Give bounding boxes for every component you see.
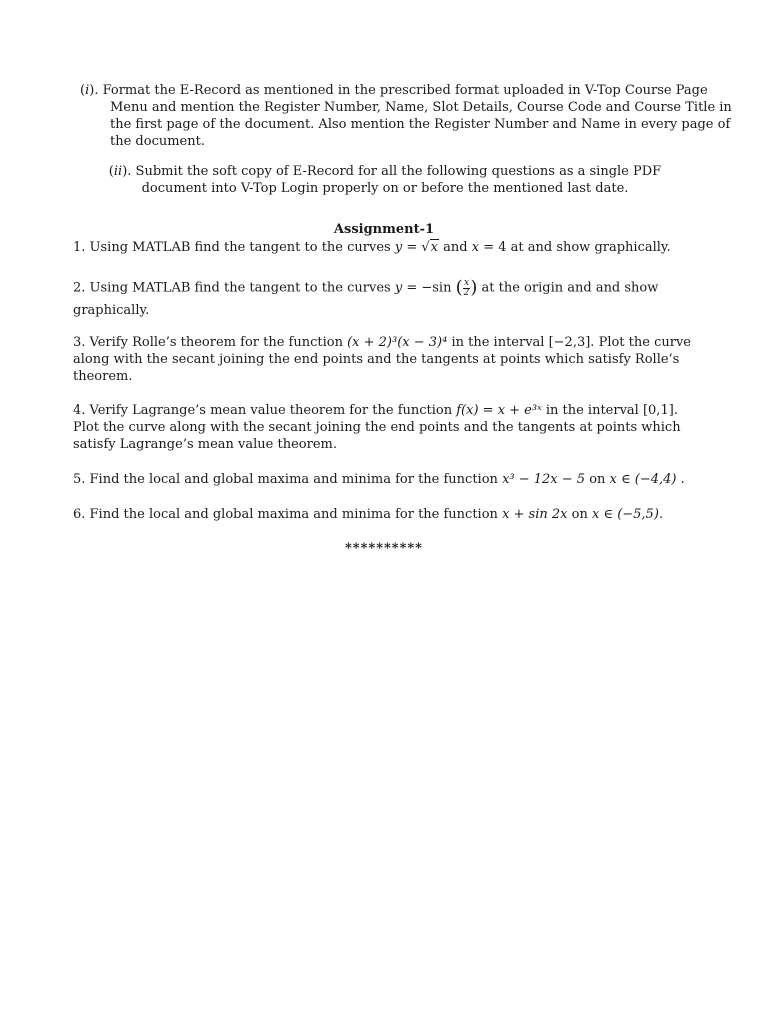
q3-text-b: in the interval [−2,3]. Plot the curve along with the secant joining the end points and the tangents at points which satisfy Rolle’s theorem. <box>73 335 691 384</box>
q6-math-domain: x ∈ (−5,5) <box>591 507 659 522</box>
q6-math-expr: x + sin 2x <box>502 507 568 522</box>
q2-text-a: 2. Using MATLAB find the tangent to the curves <box>73 280 395 296</box>
q5-text-a: 5. Find the local and global maxima and minima for the function <box>73 472 503 487</box>
q6-text-c: . <box>658 507 664 522</box>
q1-math-y: y <box>394 240 403 255</box>
instruction-ii-text: ). Submit the soft copy of E-Record for all the following questions as a single PDF document into V-Top Login properly on or before the mentioned last date. <box>122 164 662 196</box>
instruction-i-label: i <box>85 83 90 98</box>
instruction-ii: (ii). Submit the soft copy of E-Record for all the following questions as a single PDF document into V-Top Login properly on or before the mentioned last date. <box>108 164 662 196</box>
q1-text-a: 1. Using MATLAB find the tangent to the curves <box>73 240 395 255</box>
q2-frac-num: x <box>463 277 470 288</box>
question-2: 2. Using MATLAB find the tangent to the curves y = −sin ( $\frac{x}{2}$ ) at the origin and and show graphically. <box>73 277 659 318</box>
instruction-i: (i). Format the E-Record as mentioned in the prescribed format uploaded in V-Top Course Page Menu and mention the Register Number, Name, Slot Details, Course Code and Course Title in the first page of the document. Also mention the Register Number and Name in every page of the document. <box>80 83 732 149</box>
q1-math-eq: = √ <box>402 240 430 255</box>
q4-text-b: in the interval [0,1]. Plot the curve along with the secant joining the end points and the tangents at points which satisfy Lagrange’s mean value theorem. <box>73 403 681 452</box>
q5-math-expr: x³ − 12x − 5 <box>502 472 586 487</box>
q1-math-eq4: = 4 <box>479 240 507 255</box>
q1-text-c: at and show graphically. <box>506 240 671 255</box>
q2-math-eq: = −sin <box>402 280 456 296</box>
question-3 <box>73 334 698 385</box>
question-4 <box>73 402 698 453</box>
q5-text-c: . <box>676 472 685 487</box>
q4-text-a: 4. Verify Lagrange’s mean value theorem for the function <box>73 403 457 418</box>
q1-math-x: x <box>471 240 480 255</box>
end-marker: ********** <box>345 541 423 556</box>
instruction-ii-label: ii <box>113 164 123 179</box>
question-5 <box>73 471 703 488</box>
q1-text-b: and <box>439 240 472 255</box>
question-6 <box>73 506 703 523</box>
instruction-i-text: ). Format the E-Record as mentioned in the prescribed format uploaded in V-Top Course Page Menu and mention the Register Number, Name, Slot Details, Course Code and Course Title in the first page of the document. Also mention the Register Number and Name in every page of the document. <box>89 83 732 149</box>
q6-text-b: on <box>567 507 592 522</box>
q3-text-a: 3. Verify Rolle’s theorem for the function <box>73 335 348 350</box>
q5-text-b: on <box>585 472 610 487</box>
q2-text-b: at the origin and and show graphically. <box>73 280 659 318</box>
q6-text-a: 6. Find the local and global maxima and minima for the function <box>73 507 503 522</box>
q2-frac-den: 2 <box>463 287 470 298</box>
q3-math-expr: (x + 2)³(x − 3)⁴ <box>347 335 448 350</box>
q1-math-sqrt-x: x <box>430 240 438 255</box>
q5-math-domain: x ∈ (−4,4) <box>609 472 677 487</box>
question-1 <box>73 239 703 256</box>
q2-math-y: y <box>394 280 403 296</box>
q4-math-expr: f(x) = x + e³ˣ <box>456 403 542 418</box>
assignment-title: Assignment-1 <box>333 222 435 237</box>
